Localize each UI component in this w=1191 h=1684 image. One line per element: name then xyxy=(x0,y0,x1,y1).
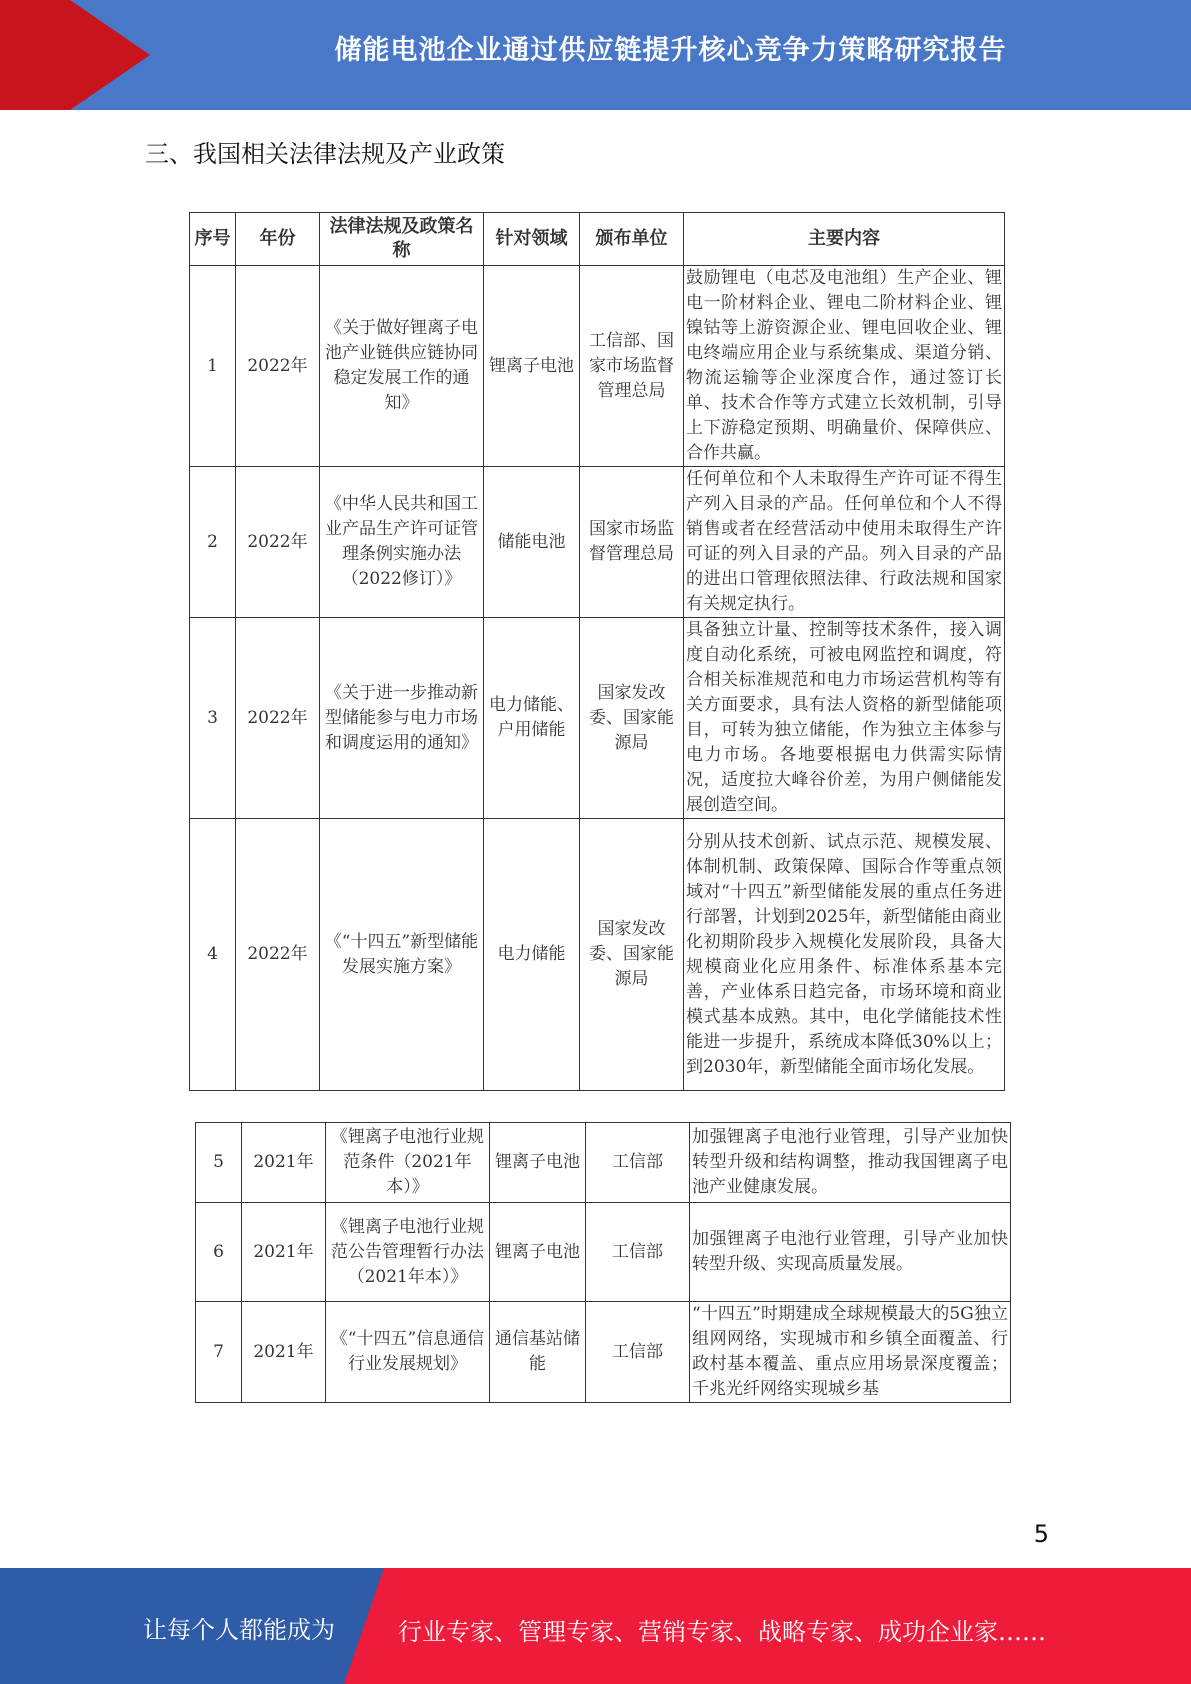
row-no: 6 xyxy=(196,1203,242,1302)
row-no: 2 xyxy=(190,467,236,618)
row-name: 《锂离子电池行业规范公告管理暂行办法（2021年本）》 xyxy=(326,1203,490,1302)
footer-blue-slant xyxy=(344,1568,384,1684)
row-content: 加强锂离子电池行业管理，引导产业加快转型升级和结构调整，推动我国锂离子电池产业健康发展。 xyxy=(690,1123,1011,1203)
row-year: 2021年 xyxy=(242,1203,326,1302)
row-field: 电力储能 xyxy=(484,819,580,1091)
table-row xyxy=(190,618,1005,819)
row-field: 锂离子电池 xyxy=(490,1203,586,1302)
header-banner xyxy=(0,0,1191,110)
header-field: 针对领域 xyxy=(484,213,580,266)
header-issuer: 颁布单位 xyxy=(580,213,684,266)
table-row xyxy=(190,266,1005,467)
table-row xyxy=(196,1123,1011,1203)
row-issuer: 国家市场监督管理总局 xyxy=(580,467,684,618)
section-title: 三、我国相关法律法规及产业政策 xyxy=(145,140,505,168)
row-year: 2022年 xyxy=(236,266,320,467)
row-no: 1 xyxy=(190,266,236,467)
footer-banner xyxy=(0,1568,1191,1684)
header-name: 法律法规及政策名称 xyxy=(320,213,484,266)
row-name: 《关于进一步推动新型储能参与电力市场和调度运用的通知》 xyxy=(320,618,484,819)
row-field: 锂离子电池 xyxy=(484,266,580,467)
row-year: 2021年 xyxy=(242,1302,326,1403)
table-row xyxy=(190,467,1005,618)
row-year: 2022年 xyxy=(236,618,320,819)
table-row xyxy=(190,819,1005,1091)
row-name: 《“十四五”新型储能发展实施方案》 xyxy=(320,819,484,1091)
row-name: 《“十四五”信息通信行业发展规划》 xyxy=(326,1302,490,1403)
row-name: 《中华人民共和国工业产品生产许可证管理条例实施办法（2022修订）》 xyxy=(320,467,484,618)
row-no: 3 xyxy=(190,618,236,819)
header-chevron-icon xyxy=(70,0,150,110)
row-field: 储能电池 xyxy=(484,467,580,618)
row-no: 7 xyxy=(196,1302,242,1403)
row-issuer: 工信部、国家市场监督管理总局 xyxy=(580,266,684,467)
row-year: 2022年 xyxy=(236,819,320,1091)
table-row xyxy=(196,1302,1011,1403)
row-content: “十四五”时期建成全球规模最大的5G独立组网网络，实现城市和乡镇全面覆盖、行政村基本覆盖、重点应用场景深度覆盖；千兆光纤网络实现城乡基 xyxy=(690,1302,1011,1403)
table-header-row xyxy=(190,213,1005,266)
header-content: 主要内容 xyxy=(684,213,1005,266)
row-content: 任何单位和个人未取得生产许可证不得生产列入目录的产品。任何单位和个人不得销售或者在经营活动中使用未取得生产许可证的列入目录的产品。列入目录的产品的进出口管理依照法律、行政法规和国家有关规定执行。 xyxy=(684,467,1005,618)
row-issuer: 国家发改委、国家能源局 xyxy=(580,819,684,1091)
row-content: 鼓励锂电（电芯及电池组）生产企业、锂电一阶材料企业、锂电二阶材料企业、锂镍钴等上游资源企业、锂电回收企业、锂电终端应用企业与系统集成、渠道分销、物流运输等企业深度合作，通过签订长单、技术合作等方式建立长效机制，引导上下游稳定预期、明确量价、保障供应、合作共赢。 xyxy=(684,266,1005,467)
row-year: 2022年 xyxy=(236,467,320,618)
policy-table xyxy=(189,212,1005,1091)
policy-table-continued xyxy=(195,1122,1011,1403)
row-year: 2021年 xyxy=(242,1123,326,1203)
row-content: 加强锂离子电池行业管理，引导产业加快转型升级、实现高质量发展。 xyxy=(690,1203,1011,1302)
row-issuer: 工信部 xyxy=(586,1302,690,1403)
header-year: 年份 xyxy=(236,213,320,266)
row-name: 《锂离子电池行业规范条件（2021年本）》 xyxy=(326,1123,490,1203)
header-red-block xyxy=(0,0,70,110)
row-no: 4 xyxy=(190,819,236,1091)
footer-slogan-left: 让每个人都能成为 xyxy=(143,1616,335,1644)
row-content: 具备独立计量、控制等技术条件，接入调度自动化系统，可被电网监控和调度，符合相关标准规范和电力市场运营机构等有关方面要求，具有法人资格的新型储能项目，可转为独立储能，作为独立主体参与电力市场。各地要根据电力供需实际情况，适度拉大峰谷价差，为用户侧储能发展创造空间。 xyxy=(684,618,1005,819)
row-field: 通信基站储能 xyxy=(490,1302,586,1403)
row-issuer: 国家发改委、国家能源局 xyxy=(580,618,684,819)
row-field: 锂离子电池 xyxy=(490,1123,586,1203)
row-no: 5 xyxy=(196,1123,242,1203)
row-name: 《关于做好锂离子电池产业链供应链协同稳定发展工作的通知》 xyxy=(320,266,484,467)
report-title: 储能电池企业通过供应链提升核心竞争力策略研究报告 xyxy=(334,35,1007,66)
row-content: 分别从技术创新、试点示范、规模发展、体制机制、政策保障、国际合作等重点领域对“十四五”新型储能发展的重点任务进行部署，计划到2025年，新型储能由商业化初期阶段步入规模化发展阶段，具备大规模商业化应用条件、标准体系基本完善，产业体系日趋完备，市场环境和商业模式基本成熟。其中，电化学储能技术性能进一步提升，系统成本降低30%以上；到2030年，新型储能全面市场化发展。 xyxy=(684,819,1005,1091)
row-issuer: 工信部 xyxy=(586,1203,690,1302)
table-row xyxy=(196,1203,1011,1302)
header-no: 序号 xyxy=(190,213,236,266)
row-field: 电力储能、户用储能 xyxy=(484,618,580,819)
page-number: 5 xyxy=(1033,1520,1049,1548)
footer-slogan-right: 行业专家、管理专家、营销专家、战略专家、成功企业家…… xyxy=(398,1618,1046,1646)
row-issuer: 工信部 xyxy=(586,1123,690,1203)
